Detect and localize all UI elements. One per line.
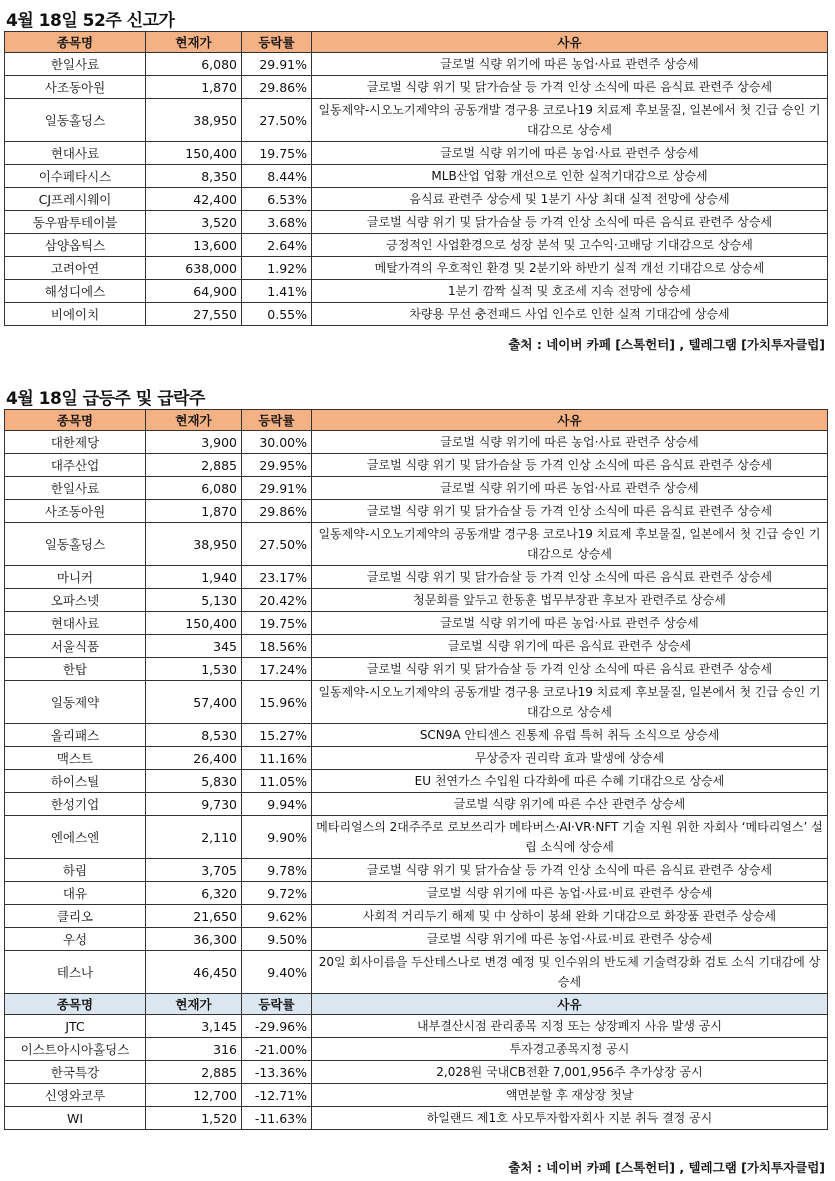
- stock-name-cell: 일동홀딩스: [5, 523, 146, 566]
- reason-cell: 글로벌 식량 위기 및 닭가슴살 등 가격 인상 소식에 따른 음식료 관련주 상승세: [312, 566, 828, 589]
- table-row: [5, 477, 828, 500]
- table-row: [5, 1061, 828, 1084]
- change-cell: -29.96%: [242, 1015, 312, 1038]
- header-change: 등락률: [242, 32, 312, 53]
- change-cell: 9.72%: [242, 882, 312, 905]
- change-cell: -21.00%: [242, 1038, 312, 1061]
- reason-cell: 글로벌 식량 위기에 따른 농업·사료·비료 관련주 상승세: [312, 882, 828, 905]
- table-row: [5, 99, 828, 142]
- reason-cell: 투자경고종목지정 공시: [312, 1038, 828, 1061]
- table-row: [5, 816, 828, 859]
- change-cell: -13.36%: [242, 1061, 312, 1084]
- table-row: [5, 635, 828, 658]
- change-cell: 9.78%: [242, 859, 312, 882]
- reason-cell: SCN9A 안티센스 진통제 유럽 특허 취득 소식으로 상승세: [312, 724, 828, 747]
- reason-cell: 글로벌 식량 위기에 따른 농업·사료·비료 관련주 상승세: [312, 928, 828, 951]
- price-cell: 42,400: [146, 188, 242, 211]
- stock-name-cell: 신영와코루: [5, 1084, 146, 1107]
- price-cell: 3,520: [146, 211, 242, 234]
- stock-name-cell: 클리오: [5, 905, 146, 928]
- change-cell: 18.56%: [242, 635, 312, 658]
- table-row: [5, 431, 828, 454]
- price-cell: 6,080: [146, 53, 242, 76]
- reason-cell: 긍정적인 사업환경으로 성장 분석 및 고수익·고배당 기대감으로 상승세: [312, 234, 828, 257]
- reason-cell: 2,028원 국내CB전환 7,001,956주 추가상장 공시: [312, 1061, 828, 1084]
- price-cell: 3,705: [146, 859, 242, 882]
- table-row: [5, 612, 828, 635]
- price-cell: 2,885: [146, 1061, 242, 1084]
- reason-cell: 청문회를 앞두고 한동훈 법무부장관 후보자 관련주로 상승세: [312, 589, 828, 612]
- reason-cell: 글로벌 식량 위기에 따른 농업·사료 관련주 상승세: [312, 142, 828, 165]
- table-row: [5, 681, 828, 724]
- stock-name-cell: 해성디에스: [5, 280, 146, 303]
- price-cell: 6,320: [146, 882, 242, 905]
- stock-name-cell: 현대사료: [5, 142, 146, 165]
- table-row: [5, 454, 828, 477]
- stock-name-cell: 현대사료: [5, 612, 146, 635]
- price-cell: 5,830: [146, 770, 242, 793]
- change-cell: 29.86%: [242, 76, 312, 99]
- price-cell: 1,870: [146, 76, 242, 99]
- header-stock-name: 종목명: [5, 994, 146, 1015]
- change-cell: 9.50%: [242, 928, 312, 951]
- stock-name-cell: 엔에스엔: [5, 816, 146, 859]
- stock-name-cell: 한일사료: [5, 53, 146, 76]
- stock-name-cell: JTC: [5, 1015, 146, 1038]
- change-cell: 0.55%: [242, 303, 312, 326]
- stock-name-cell: 대유: [5, 882, 146, 905]
- stock-name-cell: WI: [5, 1107, 146, 1130]
- table-row: [5, 1084, 828, 1107]
- reason-cell: MLB산업 업황 개선으로 인한 실적기대감으로 상승세: [312, 165, 828, 188]
- table-row: [5, 951, 828, 994]
- change-cell: 1.41%: [242, 280, 312, 303]
- stock-name-cell: CJ프레시웨이: [5, 188, 146, 211]
- price-cell: 150,400: [146, 612, 242, 635]
- change-cell: 9.90%: [242, 816, 312, 859]
- stock-name-cell: 하림: [5, 859, 146, 882]
- price-cell: 2,885: [146, 454, 242, 477]
- table-row: [5, 882, 828, 905]
- price-cell: 150,400: [146, 142, 242, 165]
- table-row: [5, 793, 828, 816]
- price-cell: 3,145: [146, 1015, 242, 1038]
- change-cell: -11.63%: [242, 1107, 312, 1130]
- table-row: [5, 500, 828, 523]
- table-row: [5, 859, 828, 882]
- reason-cell: 글로벌 식량 위기에 따른 농업·사료 관련주 상승세: [312, 431, 828, 454]
- source-note: 출처 : 네이버 카페 [스톡헌터] , 텔레그램 [가치투자클럽]: [508, 337, 825, 352]
- header-reason: 사유: [312, 32, 828, 53]
- price-cell: 1,520: [146, 1107, 242, 1130]
- section-title-surge-plunge: 4월 18일 급등주 및 급락주: [6, 389, 205, 409]
- header-price: 현재가: [146, 32, 242, 53]
- change-cell: 19.75%: [242, 142, 312, 165]
- header-change: 등락률: [242, 410, 312, 431]
- surge-plunge-table: [4, 409, 828, 1130]
- table-header-row: [5, 32, 828, 53]
- stock-name-cell: 맥스트: [5, 747, 146, 770]
- table-row: [5, 589, 828, 612]
- stock-name-cell: 사조동아원: [5, 76, 146, 99]
- change-cell: 29.91%: [242, 477, 312, 500]
- table-row: [5, 770, 828, 793]
- change-cell: 3.68%: [242, 211, 312, 234]
- change-cell: 27.50%: [242, 523, 312, 566]
- reason-cell: 글로벌 식량 위기 및 닭가슴살 등 가격 인상 소식에 따른 음식료 관련주 상승세: [312, 658, 828, 681]
- stock-name-cell: 대한제당: [5, 431, 146, 454]
- header-change: 등락률: [242, 994, 312, 1015]
- reason-cell: 메타리얼스의 2대주주로 로보쓰리가 메타버스·AI·VR·NFT 기술 지원 위한 자회사 ‘메타리얼스’ 설립 소식에 상승세: [312, 816, 828, 859]
- stock-name-cell: 비에이치: [5, 303, 146, 326]
- table-header-row-down: [5, 994, 828, 1015]
- stock-name-cell: 서울식품: [5, 635, 146, 658]
- price-cell: 8,350: [146, 165, 242, 188]
- price-cell: 38,950: [146, 523, 242, 566]
- price-cell: 1,530: [146, 658, 242, 681]
- reason-cell: 20일 회사이름을 두산테스나로 변경 예정 및 인수위의 반도체 기술력강화 검토 소식 기대감에 상승세: [312, 951, 828, 994]
- reason-cell: 일동제약-시오노기제약의 공동개발 경구용 코로나19 치료제 후보물질, 일본에서 첫 긴급 승인 기대감으로 상승세: [312, 681, 828, 724]
- stock-name-cell: 한탑: [5, 658, 146, 681]
- reason-cell: 글로벌 식량 위기 및 닭가슴살 등 가격 인상 소식에 따른 음식료 관련주 상승세: [312, 500, 828, 523]
- change-cell: 6.53%: [242, 188, 312, 211]
- change-cell: 11.16%: [242, 747, 312, 770]
- reason-cell: 글로벌 식량 위기 및 닭가슴살 등 가격 인상 소식에 따른 음식료 관련주 상승세: [312, 76, 828, 99]
- reason-cell: EU 천연가스 수입원 다각화에 따른 수혜 기대감으로 상승세: [312, 770, 828, 793]
- reason-cell: 글로벌 식량 위기에 따른 농업·사료 관련주 상승세: [312, 477, 828, 500]
- table-row: [5, 928, 828, 951]
- reason-cell: 차량용 무선 충전패드 사업 인수로 인한 실적 기대감에 상승세: [312, 303, 828, 326]
- change-cell: 23.17%: [242, 566, 312, 589]
- reason-cell: 사회적 거리두기 해제 및 中 상하이 봉쇄 완화 기대감으로 화장품 관련주 상승세: [312, 905, 828, 928]
- change-cell: 1.92%: [242, 257, 312, 280]
- table-row: [5, 303, 828, 326]
- header-price: 현재가: [146, 994, 242, 1015]
- stock-name-cell: 한일사료: [5, 477, 146, 500]
- table-row: [5, 211, 828, 234]
- stock-name-cell: 한국특강: [5, 1061, 146, 1084]
- stock-name-cell: 올리패스: [5, 724, 146, 747]
- table-row: [5, 234, 828, 257]
- change-cell: 2.64%: [242, 234, 312, 257]
- price-cell: 9,730: [146, 793, 242, 816]
- change-cell: 29.86%: [242, 500, 312, 523]
- price-cell: 21,650: [146, 905, 242, 928]
- reason-cell: 글로벌 식량 위기 및 닭가슴살 등 가격 인상 소식에 따른 음식료 관련주 상승세: [312, 859, 828, 882]
- stock-name-cell: 하이스틸: [5, 770, 146, 793]
- stock-name-cell: 고려아연: [5, 257, 146, 280]
- price-cell: 6,080: [146, 477, 242, 500]
- reason-cell: 글로벌 식량 위기 및 닭가슴살 등 가격 인상 소식에 따른 음식료 관련주 상승세: [312, 211, 828, 234]
- price-cell: 345: [146, 635, 242, 658]
- reason-cell: 일동제약-시오노기제약의 공동개발 경구용 코로나19 치료제 후보물질, 일본에서 첫 긴급 승인 기대감으로 상승세: [312, 523, 828, 566]
- price-cell: 12,700: [146, 1084, 242, 1107]
- table-row: [5, 1015, 828, 1038]
- table-header-row: [5, 410, 828, 431]
- price-cell: 38,950: [146, 99, 242, 142]
- section-title-52week-high: 4월 18일 52주 신고가: [6, 11, 175, 31]
- 52week-high-table: [4, 31, 828, 326]
- header-reason: 사유: [312, 994, 828, 1015]
- price-cell: 13,600: [146, 234, 242, 257]
- change-cell: 17.24%: [242, 658, 312, 681]
- header-reason: 사유: [312, 410, 828, 431]
- table-row: [5, 724, 828, 747]
- change-cell: 19.75%: [242, 612, 312, 635]
- stock-name-cell: 삼양옵틱스: [5, 234, 146, 257]
- table-row: [5, 566, 828, 589]
- reason-cell: 글로벌 식량 위기에 따른 농업·사료 관련주 상승세: [312, 53, 828, 76]
- change-cell: 20.42%: [242, 589, 312, 612]
- change-cell: 15.96%: [242, 681, 312, 724]
- price-cell: 26,400: [146, 747, 242, 770]
- change-cell: 15.27%: [242, 724, 312, 747]
- reason-cell: 1분기 깜짝 실적 및 호조세 지속 전망에 상승세: [312, 280, 828, 303]
- stock-name-cell: 테스나: [5, 951, 146, 994]
- reason-cell: 내부결산시점 관리종목 지정 또는 상장폐지 사유 발생 공시: [312, 1015, 828, 1038]
- table-row: [5, 523, 828, 566]
- reason-cell: 무상증자 권리락 효과 발생에 상승세: [312, 747, 828, 770]
- change-cell: 11.05%: [242, 770, 312, 793]
- header-stock-name: 종목명: [5, 32, 146, 53]
- reason-cell: 일동제약-시오노기제약의 공동개발 경구용 코로나19 치료제 후보물질, 일본에서 첫 긴급 승인 기대감으로 상승세: [312, 99, 828, 142]
- table-row: [5, 747, 828, 770]
- stock-name-cell: 우성: [5, 928, 146, 951]
- reason-cell: 글로벌 식량 위기에 따른 음식료 관련주 상승세: [312, 635, 828, 658]
- table-row: [5, 905, 828, 928]
- stock-name-cell: 동우팜투테이블: [5, 211, 146, 234]
- stock-name-cell: 대주산업: [5, 454, 146, 477]
- table-row: [5, 76, 828, 99]
- price-cell: 1,870: [146, 500, 242, 523]
- header-price: 현재가: [146, 410, 242, 431]
- stock-name-cell: 사조동아원: [5, 500, 146, 523]
- price-cell: 46,450: [146, 951, 242, 994]
- change-cell: -12.71%: [242, 1084, 312, 1107]
- price-cell: 64,900: [146, 280, 242, 303]
- change-cell: 27.50%: [242, 99, 312, 142]
- table-row: [5, 280, 828, 303]
- change-cell: 30.00%: [242, 431, 312, 454]
- price-cell: 638,000: [146, 257, 242, 280]
- reason-cell: 글로벌 식량 위기에 따른 농업·사료 관련주 상승세: [312, 612, 828, 635]
- reason-cell: 하일랜드 제1호 사모투자합자회사 지분 취득 결정 공시: [312, 1107, 828, 1130]
- change-cell: 9.40%: [242, 951, 312, 994]
- change-cell: 9.94%: [242, 793, 312, 816]
- table-row: [5, 188, 828, 211]
- price-cell: 3,900: [146, 431, 242, 454]
- price-cell: 27,550: [146, 303, 242, 326]
- stock-name-cell: 일동홀딩스: [5, 99, 146, 142]
- price-cell: 2,110: [146, 816, 242, 859]
- table-row: [5, 1107, 828, 1130]
- price-cell: 5,130: [146, 589, 242, 612]
- reason-cell: 메탈가격의 우호적인 환경 및 2분기와 하반기 실적 개선 기대감으로 상승세: [312, 257, 828, 280]
- table-row: [5, 658, 828, 681]
- change-cell: 8.44%: [242, 165, 312, 188]
- reason-cell: 글로벌 식량 위기에 따른 수산 관련주 상승세: [312, 793, 828, 816]
- change-cell: 9.62%: [242, 905, 312, 928]
- stock-name-cell: 한성기업: [5, 793, 146, 816]
- table-row: [5, 53, 828, 76]
- header-stock-name: 종목명: [5, 410, 146, 431]
- price-cell: 1,940: [146, 566, 242, 589]
- price-cell: 8,530: [146, 724, 242, 747]
- table-row: [5, 1038, 828, 1061]
- stock-name-cell: 이스트아시아홀딩스: [5, 1038, 146, 1061]
- reason-cell: 글로벌 식량 위기 및 닭가슴살 등 가격 인상 소식에 따른 음식료 관련주 상승세: [312, 454, 828, 477]
- table-row: [5, 165, 828, 188]
- price-cell: 57,400: [146, 681, 242, 724]
- stock-name-cell: 일동제약: [5, 681, 146, 724]
- stock-name-cell: 오파스넷: [5, 589, 146, 612]
- stock-name-cell: 마니커: [5, 566, 146, 589]
- change-cell: 29.95%: [242, 454, 312, 477]
- price-cell: 36,300: [146, 928, 242, 951]
- reason-cell: 액면분할 후 재상장 첫날: [312, 1084, 828, 1107]
- table-row: [5, 257, 828, 280]
- price-cell: 316: [146, 1038, 242, 1061]
- reason-cell: 음식료 관련주 상승세 및 1분기 사상 최대 실적 전망에 상승세: [312, 188, 828, 211]
- change-cell: 29.91%: [242, 53, 312, 76]
- source-note: 출처 : 네이버 카페 [스톡헌터] , 텔레그램 [가치투자클럽]: [508, 1160, 825, 1175]
- table-row: [5, 142, 828, 165]
- stock-name-cell: 이수페타시스: [5, 165, 146, 188]
